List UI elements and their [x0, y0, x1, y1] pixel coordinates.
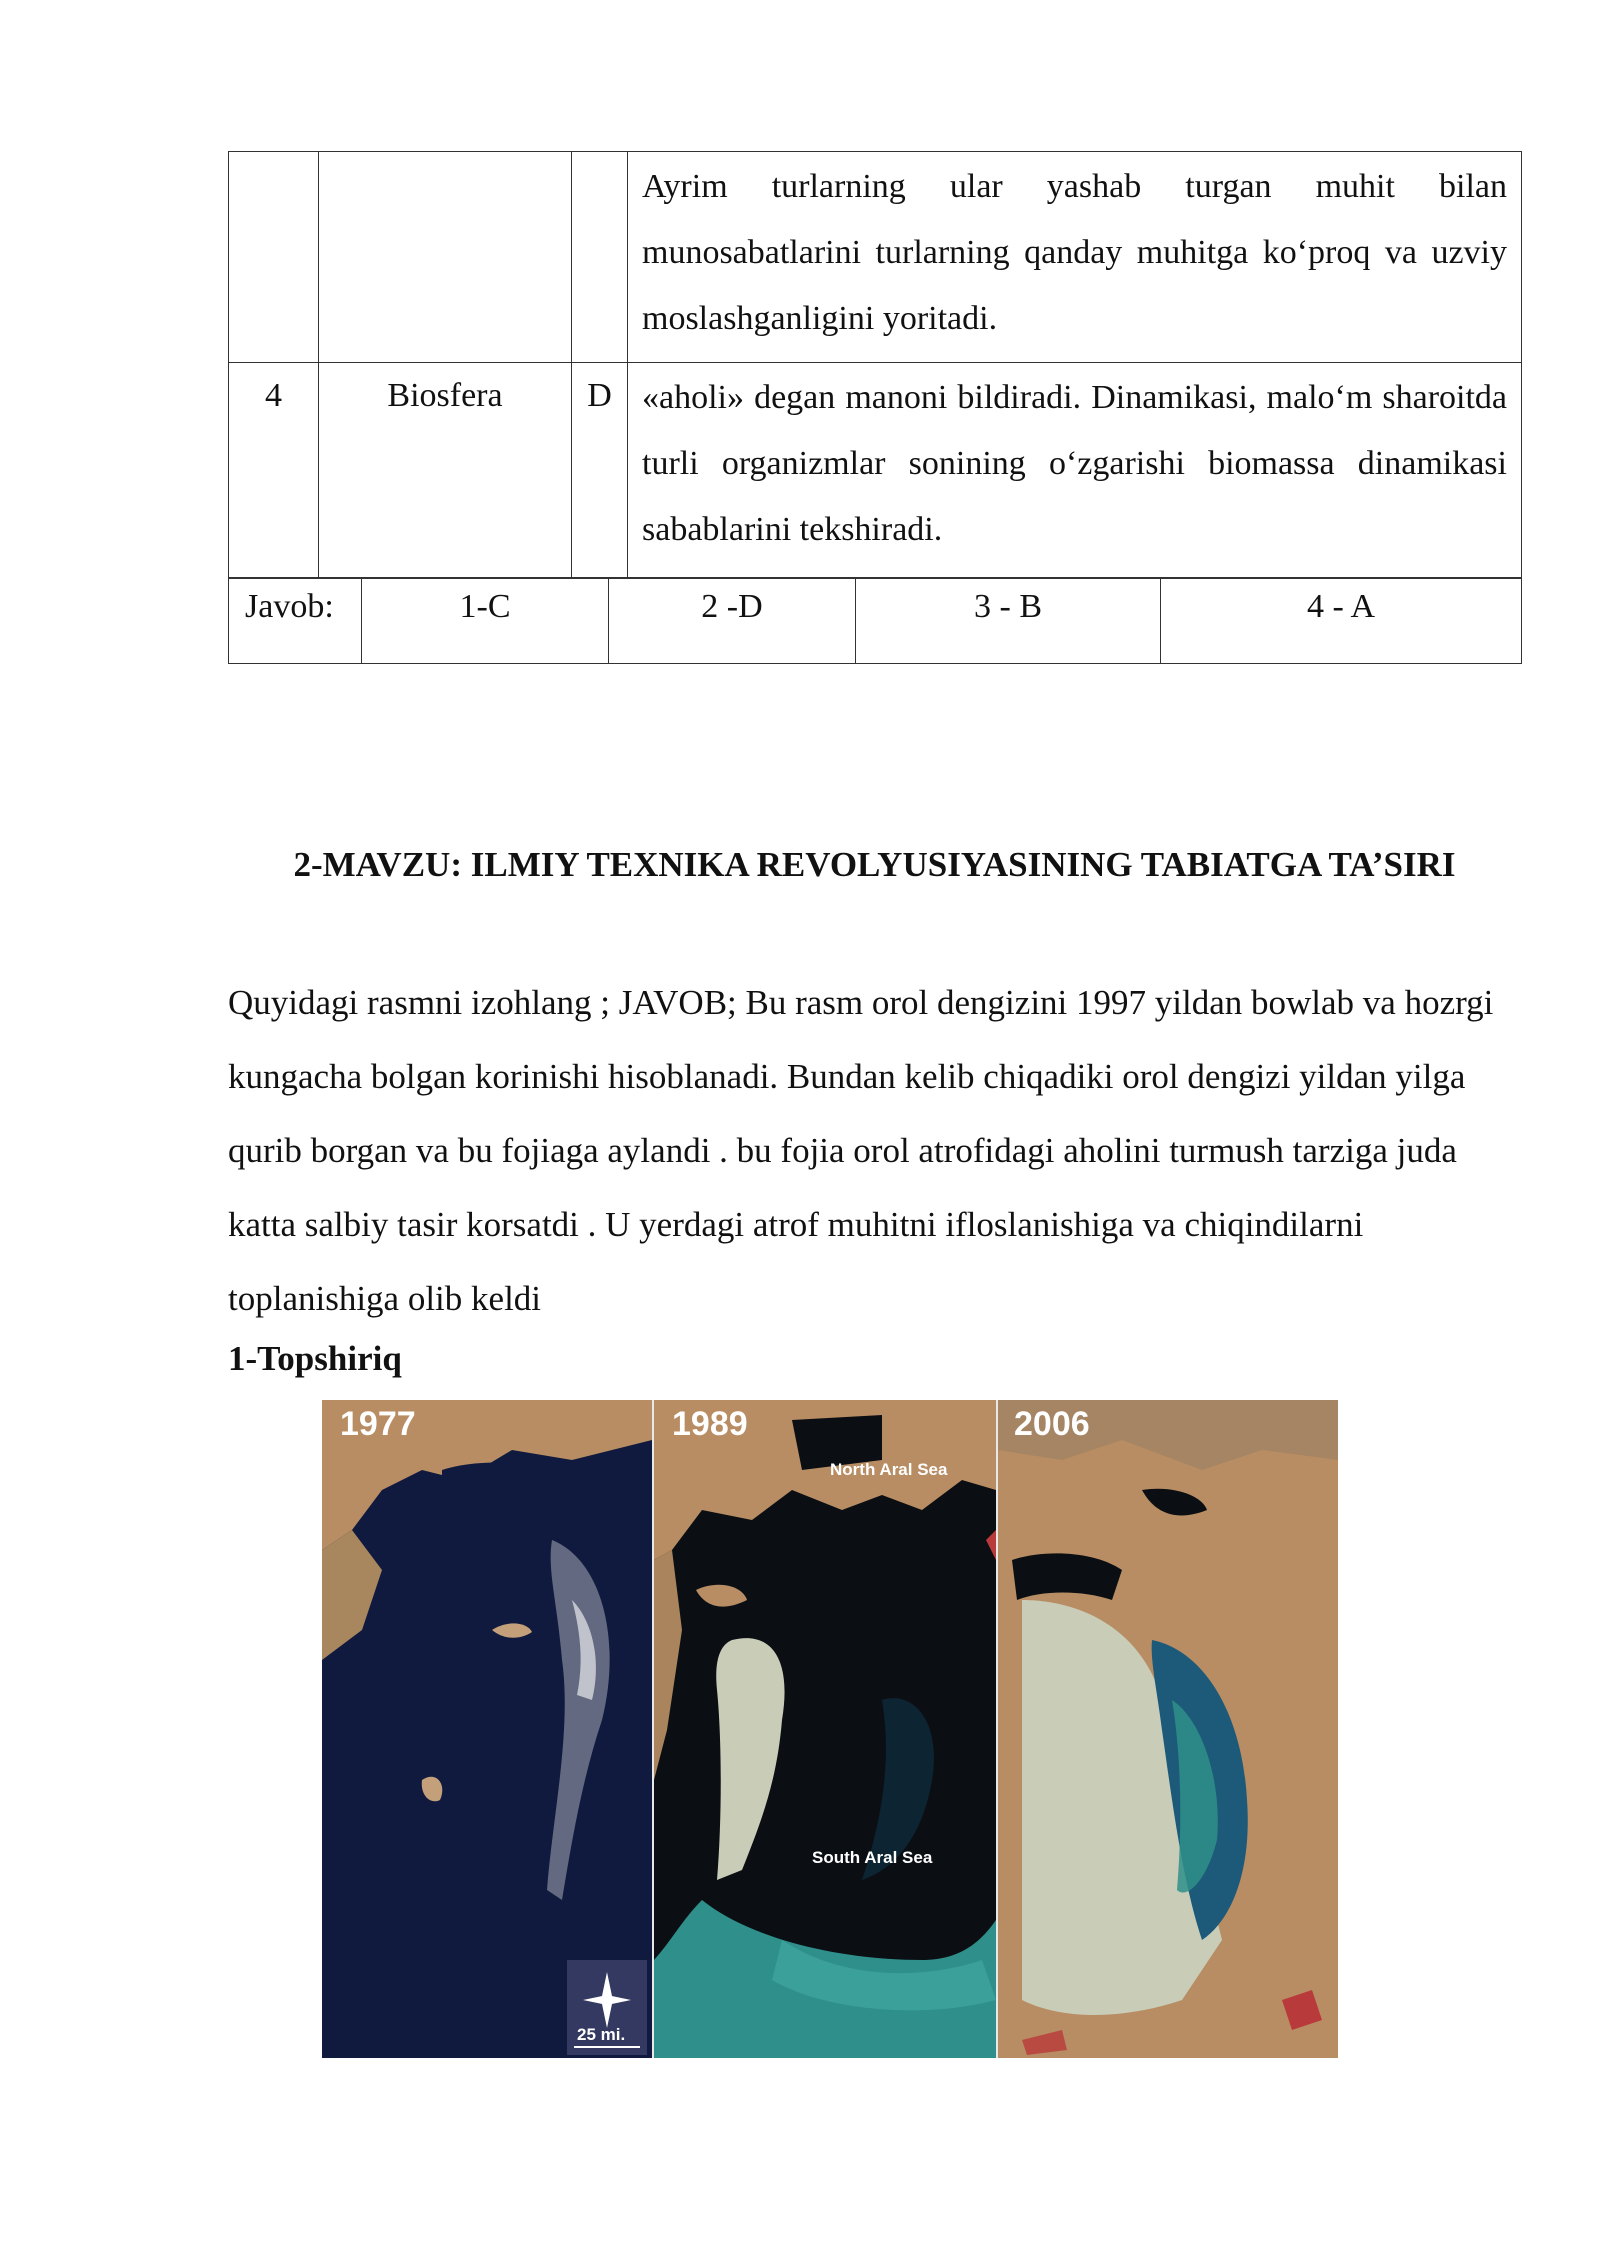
north-aral-sea-label: North Aral Sea — [830, 1460, 948, 1479]
answer-table — [228, 578, 1522, 664]
year-label-2006: 2006 — [1014, 1405, 1090, 1443]
panel-1989 — [654, 1400, 996, 2058]
answer-label: Javob: — [229, 579, 362, 664]
row-term-cell: Biosfera — [319, 363, 572, 578]
answer-cell: 1-C — [362, 579, 609, 664]
answer-cell: 3 - B — [856, 579, 1161, 664]
south-aral-sea-label: South Aral Sea — [812, 1848, 933, 1867]
row-description-cell: «aholi» degan manoni bildiradi. Dinamikasi, malo‘m sharoitda turli organizmlar sonining o‘zgarishi biomassa dinamikasi sabablarini tekshiradi. — [628, 363, 1522, 578]
matching-table — [228, 151, 1522, 578]
panel-1977 — [322, 1400, 652, 2058]
answer-cell: 4 - A — [1161, 579, 1522, 664]
answer-paragraph: Quyidagi rasmni izohlang ; JAVOB; Bu rasm orol dengizini 1997 yildan bowlab va hozrgi kungacha bolgan korinishi hisoblanadi. Bundan kelib chiqadiki orol dengizi yildan yilga qurib borgan va bu fojiaga aylandi . bu fojia orol atrofidagi aholini turmush tarziga juda katta salbiy tasir korsatdi . U yerdagi atrof muhitni ifloslanishiga va chiqindilarni toplanishiga olib keldi — [228, 983, 1494, 1318]
year-label-1989: 1989 — [672, 1405, 748, 1443]
year-label-1977: 1977 — [340, 1405, 416, 1443]
table-row — [229, 152, 1522, 363]
aral-sea-satellite-image — [322, 1400, 1338, 2058]
task-heading: 1-Topshiriq — [228, 1339, 402, 1378]
scale-label: 25 mi. — [577, 2025, 626, 2044]
row-number-cell — [229, 152, 319, 363]
row-term-cell — [319, 152, 572, 363]
row-number-cell: 4 — [229, 363, 319, 578]
panel-2006 — [998, 1400, 1338, 2058]
section-title: 2-MAVZU: ILMIY TEXNIKA REVOLYUSIYASINING TABIATGA TA’SIRI — [293, 845, 1456, 884]
table-row — [229, 363, 1522, 578]
answer-cell: 2 -D — [609, 579, 856, 664]
row-letter-cell — [572, 152, 628, 363]
row-letter-cell: D — [572, 363, 628, 578]
answer-row — [229, 579, 1522, 664]
row-description-cell: Ayrim turlarning ular yashab turgan muhit bilan munosabatlarini turlarning qanday muhitga ko‘proq va uzviy moslashganligini yoritadi. — [628, 152, 1522, 363]
